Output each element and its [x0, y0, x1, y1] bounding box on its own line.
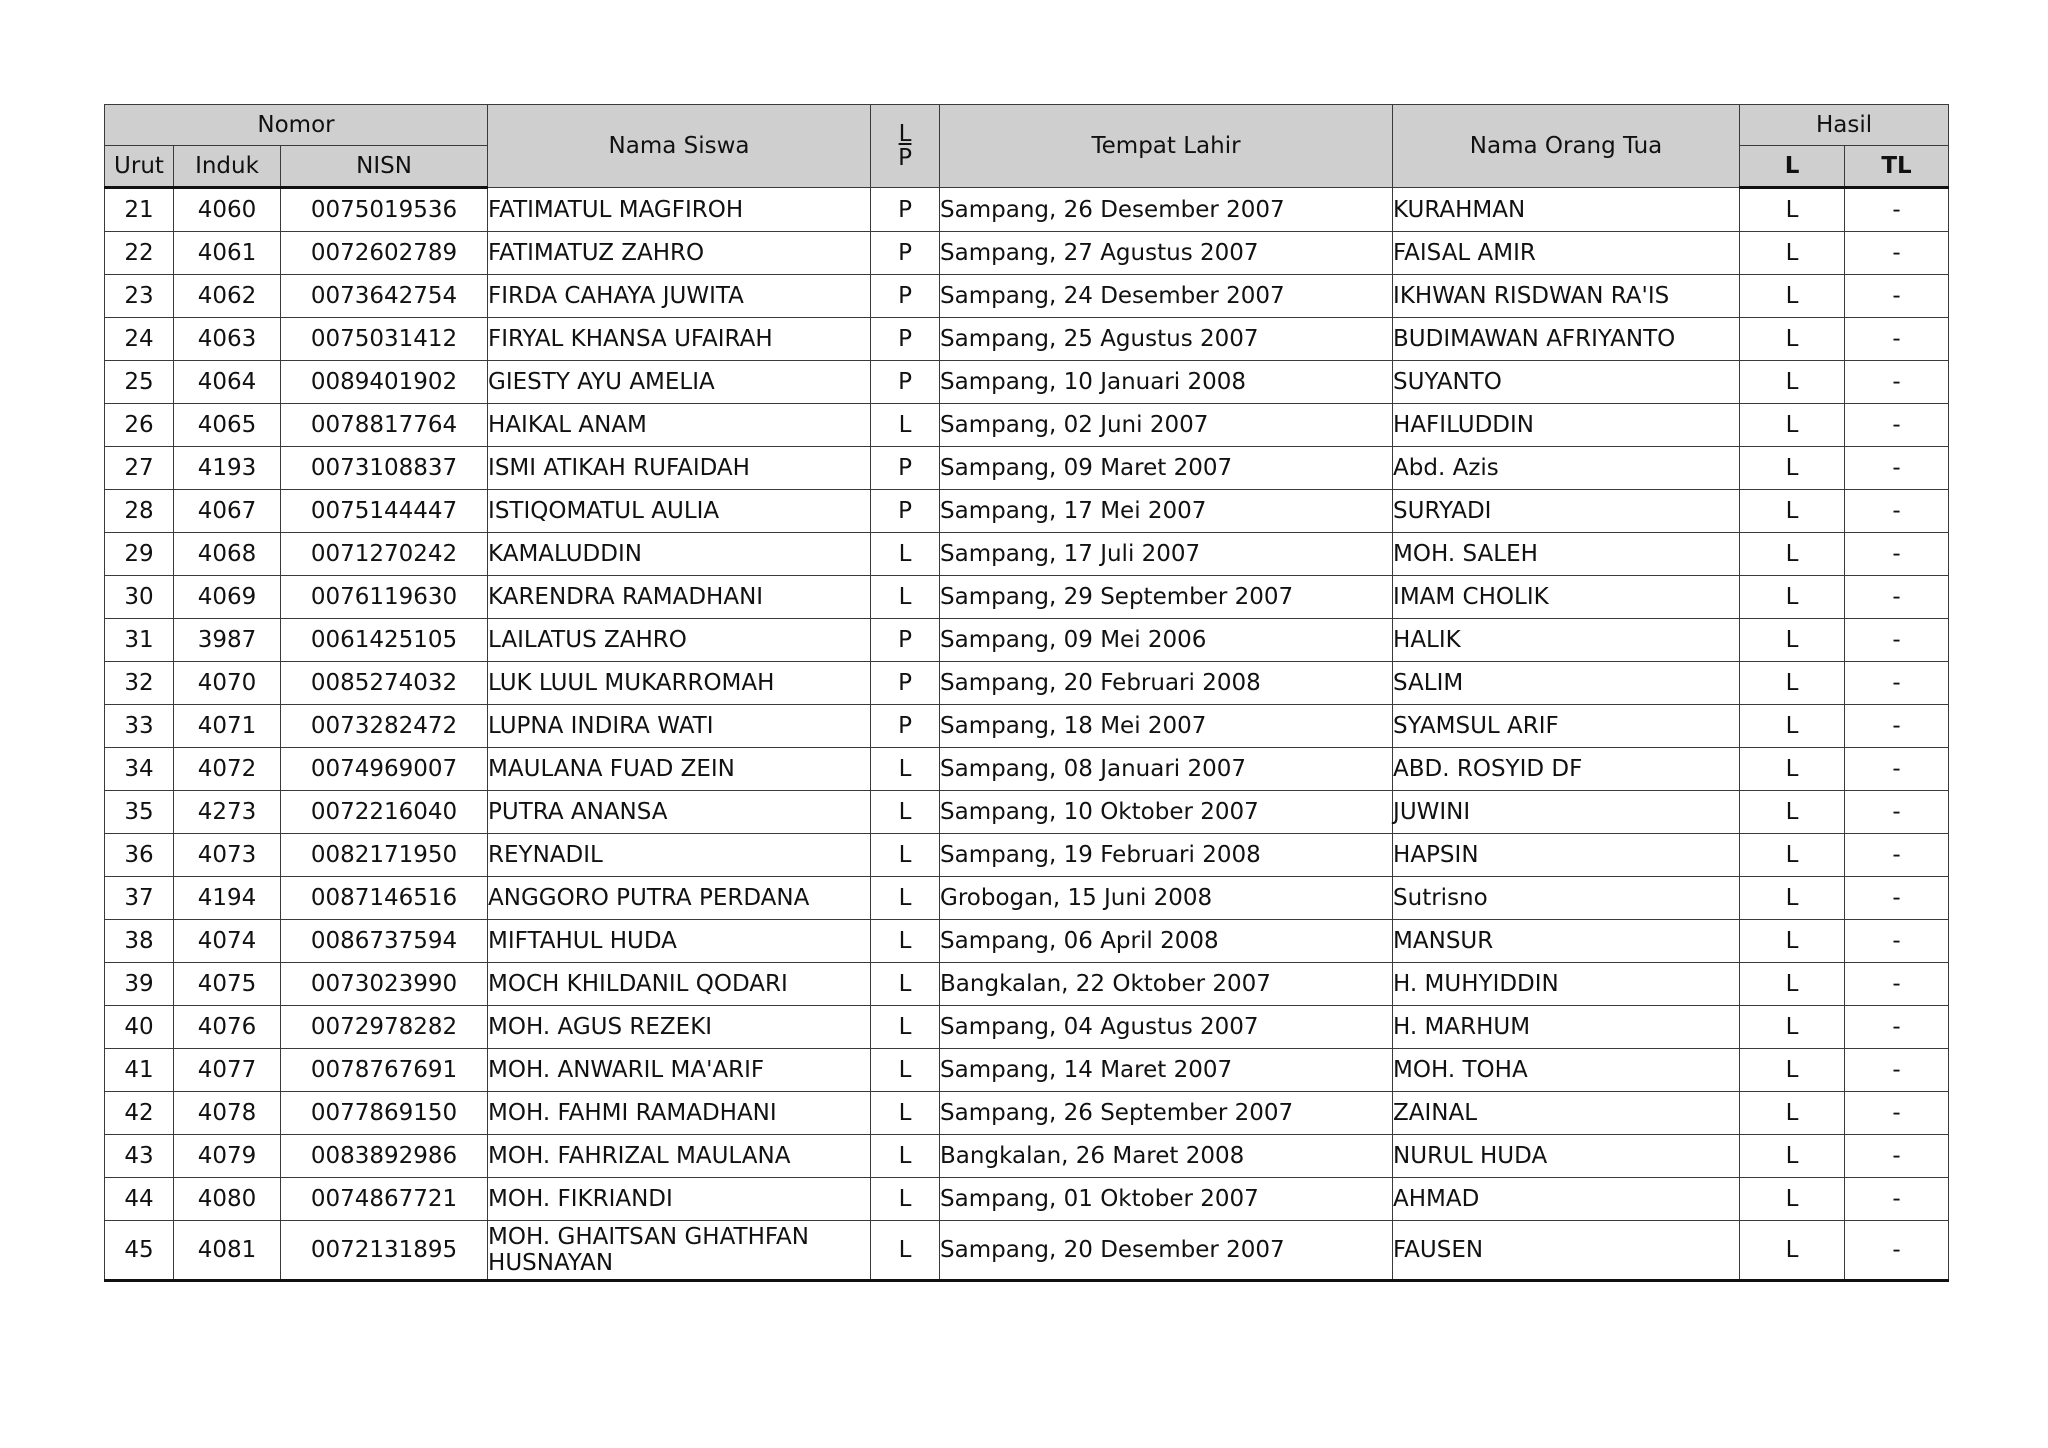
cell-tempat-lahir: Sampang, 24 Desember 2007	[940, 275, 1393, 318]
cell-hasil-l: L	[1740, 447, 1845, 490]
cell-hasil-l: L	[1740, 963, 1845, 1006]
cell-nama-siswa: LAILATUS ZAHRO	[488, 619, 871, 662]
cell-tempat-lahir: Sampang, 10 Januari 2008	[940, 361, 1393, 404]
header-hasil-tl: TL	[1845, 146, 1949, 188]
header-nomor: Nomor	[105, 105, 488, 146]
cell-lp: L	[871, 877, 940, 920]
cell-tempat-lahir: Sampang, 25 Agustus 2007	[940, 318, 1393, 361]
cell-nama-siswa: MOCH KHILDANIL QODARI	[488, 963, 871, 1006]
cell-nama-siswa: GIESTY AYU AMELIA	[488, 361, 871, 404]
cell-nama-orang-tua: FAUSEN	[1393, 1221, 1740, 1281]
table-row	[105, 619, 1949, 662]
cell-urut: 40	[105, 1006, 174, 1049]
cell-nama-siswa: MOH. AGUS REZEKI	[488, 1006, 871, 1049]
cell-nisn: 0072131895	[281, 1221, 488, 1281]
cell-lp: L	[871, 920, 940, 963]
cell-hasil-tl: -	[1845, 404, 1949, 447]
cell-induk: 4063	[174, 318, 281, 361]
header-lp-top: L	[898, 121, 912, 147]
cell-tempat-lahir: Sampang, 20 Februari 2008	[940, 662, 1393, 705]
cell-induk: 4075	[174, 963, 281, 1006]
header-nama-orang-tua: Nama Orang Tua	[1393, 105, 1740, 188]
cell-nisn: 0074969007	[281, 748, 488, 791]
cell-nama-orang-tua: BUDIMAWAN AFRIYANTO	[1393, 318, 1740, 361]
cell-hasil-tl: -	[1845, 1221, 1949, 1281]
cell-urut: 36	[105, 834, 174, 877]
cell-nisn: 0071270242	[281, 533, 488, 576]
cell-nama-orang-tua: SYAMSUL ARIF	[1393, 705, 1740, 748]
cell-hasil-tl: -	[1845, 748, 1949, 791]
cell-tempat-lahir: Bangkalan, 22 Oktober 2007	[940, 963, 1393, 1006]
cell-hasil-l: L	[1740, 1135, 1845, 1178]
cell-induk: 4078	[174, 1092, 281, 1135]
cell-nama-siswa: MOH. GHAITSAN GHATHFAN HUSNAYAN	[488, 1221, 871, 1281]
cell-lp: L	[871, 1006, 940, 1049]
cell-hasil-tl: -	[1845, 619, 1949, 662]
cell-hasil-tl: -	[1845, 361, 1949, 404]
cell-hasil-tl: -	[1845, 705, 1949, 748]
cell-induk: 4080	[174, 1178, 281, 1221]
cell-urut: 25	[105, 361, 174, 404]
cell-nisn: 0076119630	[281, 576, 488, 619]
cell-lp: L	[871, 791, 940, 834]
cell-hasil-tl: -	[1845, 963, 1949, 1006]
cell-nama-orang-tua: AHMAD	[1393, 1178, 1740, 1221]
cell-nama-siswa: PUTRA ANANSA	[488, 791, 871, 834]
table-row	[105, 1178, 1949, 1221]
cell-lp: P	[871, 662, 940, 705]
cell-nisn: 0085274032	[281, 662, 488, 705]
cell-urut: 35	[105, 791, 174, 834]
cell-urut: 22	[105, 232, 174, 275]
cell-tempat-lahir: Sampang, 14 Maret 2007	[940, 1049, 1393, 1092]
cell-tempat-lahir: Sampang, 02 Juni 2007	[940, 404, 1393, 447]
cell-lp: P	[871, 232, 940, 275]
cell-nama-siswa: FATIMATUZ ZAHRO	[488, 232, 871, 275]
cell-lp: L	[871, 576, 940, 619]
cell-lp: P	[871, 619, 940, 662]
table-row	[105, 920, 1949, 963]
cell-nama-orang-tua: MOH. TOHA	[1393, 1049, 1740, 1092]
cell-hasil-l: L	[1740, 275, 1845, 318]
cell-hasil-l: L	[1740, 1221, 1845, 1281]
cell-nama-orang-tua: MOH. SALEH	[1393, 533, 1740, 576]
cell-urut: 30	[105, 576, 174, 619]
cell-lp: L	[871, 1178, 940, 1221]
cell-nama-siswa: MOH. FAHRIZAL MAULANA	[488, 1135, 871, 1178]
cell-nama-siswa: ISMI ATIKAH RUFAIDAH	[488, 447, 871, 490]
cell-urut: 45	[105, 1221, 174, 1281]
cell-hasil-l: L	[1740, 188, 1845, 232]
cell-induk: 4194	[174, 877, 281, 920]
header-lp-bottom: P	[898, 145, 912, 171]
cell-hasil-tl: -	[1845, 791, 1949, 834]
cell-tempat-lahir: Sampang, 17 Mei 2007	[940, 490, 1393, 533]
table-row	[105, 705, 1949, 748]
cell-tempat-lahir: Grobogan, 15 Juni 2008	[940, 877, 1393, 920]
cell-nama-orang-tua: ABD. ROSYID DF	[1393, 748, 1740, 791]
cell-nama-siswa: ANGGORO PUTRA PERDANA	[488, 877, 871, 920]
cell-nisn: 0073282472	[281, 705, 488, 748]
cell-nama-siswa: ISTIQOMATUL AULIA	[488, 490, 871, 533]
table-row	[105, 490, 1949, 533]
cell-nama-siswa: FIRDA CAHAYA JUWITA	[488, 275, 871, 318]
cell-hasil-tl: -	[1845, 318, 1949, 361]
cell-urut: 43	[105, 1135, 174, 1178]
header-induk: Induk	[174, 146, 281, 188]
cell-induk: 3987	[174, 619, 281, 662]
table-row	[105, 791, 1949, 834]
cell-tempat-lahir: Sampang, 19 Februari 2008	[940, 834, 1393, 877]
cell-nama-orang-tua: Abd. Azis	[1393, 447, 1740, 490]
cell-nisn: 0073023990	[281, 963, 488, 1006]
cell-hasil-l: L	[1740, 533, 1845, 576]
cell-urut: 28	[105, 490, 174, 533]
cell-hasil-l: L	[1740, 404, 1845, 447]
cell-hasil-l: L	[1740, 1178, 1845, 1221]
cell-induk: 4060	[174, 188, 281, 232]
header-hasil-l: L	[1740, 146, 1845, 188]
table-row	[105, 748, 1949, 791]
cell-nama-orang-tua: HAFILUDDIN	[1393, 404, 1740, 447]
cell-nisn: 0082171950	[281, 834, 488, 877]
cell-hasil-l: L	[1740, 834, 1845, 877]
cell-hasil-l: L	[1740, 877, 1845, 920]
cell-nisn: 0061425105	[281, 619, 488, 662]
cell-nama-siswa: MOH. FAHMI RAMADHANI	[488, 1092, 871, 1135]
cell-nisn: 0077869150	[281, 1092, 488, 1135]
cell-nama-siswa: FIRYAL KHANSA UFAIRAH	[488, 318, 871, 361]
cell-urut: 37	[105, 877, 174, 920]
header-urut: Urut	[105, 146, 174, 188]
table-row	[105, 447, 1949, 490]
cell-nisn: 0075144447	[281, 490, 488, 533]
cell-tempat-lahir: Sampang, 26 September 2007	[940, 1092, 1393, 1135]
cell-nama-orang-tua: HALIK	[1393, 619, 1740, 662]
cell-urut: 27	[105, 447, 174, 490]
cell-urut: 44	[105, 1178, 174, 1221]
cell-hasil-l: L	[1740, 1092, 1845, 1135]
table-row	[105, 1221, 1949, 1281]
cell-nama-orang-tua: MANSUR	[1393, 920, 1740, 963]
cell-hasil-tl: -	[1845, 1092, 1949, 1135]
table-row	[105, 1135, 1949, 1178]
cell-tempat-lahir: Sampang, 06 April 2008	[940, 920, 1393, 963]
cell-nama-siswa: KARENDRA RAMADHANI	[488, 576, 871, 619]
cell-induk: 4065	[174, 404, 281, 447]
cell-nama-siswa: MIFTAHUL HUDA	[488, 920, 871, 963]
cell-induk: 4074	[174, 920, 281, 963]
header-lp	[871, 105, 940, 188]
cell-hasil-tl: -	[1845, 1049, 1949, 1092]
cell-tempat-lahir: Sampang, 29 September 2007	[940, 576, 1393, 619]
cell-nisn: 0078817764	[281, 404, 488, 447]
cell-urut: 33	[105, 705, 174, 748]
cell-nama-orang-tua: KURAHMAN	[1393, 188, 1740, 232]
cell-urut: 24	[105, 318, 174, 361]
cell-induk: 4061	[174, 232, 281, 275]
cell-nisn: 0075031412	[281, 318, 488, 361]
cell-hasil-tl: -	[1845, 533, 1949, 576]
cell-nama-orang-tua: IMAM CHOLIK	[1393, 576, 1740, 619]
cell-nama-siswa: KAMALUDDIN	[488, 533, 871, 576]
table-row	[105, 1006, 1949, 1049]
cell-urut: 29	[105, 533, 174, 576]
cell-lp: L	[871, 1092, 940, 1135]
cell-lp: P	[871, 318, 940, 361]
cell-nama-siswa: REYNADIL	[488, 834, 871, 877]
cell-lp: P	[871, 275, 940, 318]
cell-nisn: 0086737594	[281, 920, 488, 963]
cell-nisn: 0089401902	[281, 361, 488, 404]
cell-hasil-l: L	[1740, 576, 1845, 619]
cell-nisn: 0087146516	[281, 877, 488, 920]
cell-hasil-tl: -	[1845, 1178, 1949, 1221]
cell-urut: 23	[105, 275, 174, 318]
cell-hasil-l: L	[1740, 1006, 1845, 1049]
cell-lp: L	[871, 533, 940, 576]
cell-tempat-lahir: Bangkalan, 26 Maret 2008	[940, 1135, 1393, 1178]
cell-hasil-l: L	[1740, 662, 1845, 705]
cell-tempat-lahir: Sampang, 27 Agustus 2007	[940, 232, 1393, 275]
cell-hasil-l: L	[1740, 791, 1845, 834]
cell-hasil-tl: -	[1845, 447, 1949, 490]
cell-urut: 38	[105, 920, 174, 963]
cell-lp: P	[871, 490, 940, 533]
cell-nama-orang-tua: H. MARHUM	[1393, 1006, 1740, 1049]
header-nama-siswa: Nama Siswa	[488, 105, 871, 188]
cell-urut: 34	[105, 748, 174, 791]
cell-induk: 4081	[174, 1221, 281, 1281]
cell-tempat-lahir: Sampang, 26 Desember 2007	[940, 188, 1393, 232]
cell-hasil-tl: -	[1845, 188, 1949, 232]
cell-hasil-tl: -	[1845, 877, 1949, 920]
cell-induk: 4067	[174, 490, 281, 533]
cell-nisn: 0083892986	[281, 1135, 488, 1178]
table-body	[105, 188, 1949, 1281]
header-hasil: Hasil	[1740, 105, 1949, 146]
cell-nama-orang-tua: H. MUHYIDDIN	[1393, 963, 1740, 1006]
table-row	[105, 1092, 1949, 1135]
cell-nisn: 0072216040	[281, 791, 488, 834]
cell-induk: 4071	[174, 705, 281, 748]
cell-tempat-lahir: Sampang, 08 Januari 2007	[940, 748, 1393, 791]
cell-lp: L	[871, 834, 940, 877]
cell-nisn: 0075019536	[281, 188, 488, 232]
cell-hasil-tl: -	[1845, 232, 1949, 275]
cell-tempat-lahir: Sampang, 20 Desember 2007	[940, 1221, 1393, 1281]
cell-tempat-lahir: Sampang, 10 Oktober 2007	[940, 791, 1393, 834]
table-row	[105, 361, 1949, 404]
cell-urut: 21	[105, 188, 174, 232]
cell-urut: 31	[105, 619, 174, 662]
cell-tempat-lahir: Sampang, 09 Maret 2007	[940, 447, 1393, 490]
cell-tempat-lahir: Sampang, 04 Agustus 2007	[940, 1006, 1393, 1049]
cell-lp: P	[871, 361, 940, 404]
table-row	[105, 318, 1949, 361]
cell-nama-orang-tua: NURUL HUDA	[1393, 1135, 1740, 1178]
cell-urut: 41	[105, 1049, 174, 1092]
cell-nama-siswa: LUK LUUL MUKARROMAH	[488, 662, 871, 705]
cell-induk: 4070	[174, 662, 281, 705]
cell-induk: 4193	[174, 447, 281, 490]
cell-nama-siswa: HAIKAL ANAM	[488, 404, 871, 447]
table-row	[105, 1049, 1949, 1092]
cell-tempat-lahir: Sampang, 18 Mei 2007	[940, 705, 1393, 748]
cell-nama-siswa: MAULANA FUAD ZEIN	[488, 748, 871, 791]
table-row	[105, 188, 1949, 232]
cell-hasil-l: L	[1740, 232, 1845, 275]
cell-nama-orang-tua: SURYADI	[1393, 490, 1740, 533]
cell-hasil-l: L	[1740, 318, 1845, 361]
cell-hasil-l: L	[1740, 920, 1845, 963]
table-row	[105, 576, 1949, 619]
cell-lp: L	[871, 748, 940, 791]
table-header	[105, 105, 1949, 188]
cell-hasil-l: L	[1740, 361, 1845, 404]
cell-nisn: 0073108837	[281, 447, 488, 490]
header-nisn: NISN	[281, 146, 488, 188]
cell-lp: P	[871, 447, 940, 490]
table-row	[105, 533, 1949, 576]
cell-nama-orang-tua: SALIM	[1393, 662, 1740, 705]
cell-nisn: 0074867721	[281, 1178, 488, 1221]
cell-nama-orang-tua: FAISAL AMIR	[1393, 232, 1740, 275]
cell-induk: 4072	[174, 748, 281, 791]
cell-hasil-l: L	[1740, 490, 1845, 533]
cell-nama-orang-tua: SUYANTO	[1393, 361, 1740, 404]
cell-lp: L	[871, 1221, 940, 1281]
cell-nama-orang-tua: HAPSIN	[1393, 834, 1740, 877]
cell-nama-siswa: LUPNA INDIRA WATI	[488, 705, 871, 748]
cell-lp: P	[871, 188, 940, 232]
cell-hasil-l: L	[1740, 748, 1845, 791]
cell-nama-siswa: FATIMATUL MAGFIROH	[488, 188, 871, 232]
cell-induk: 4073	[174, 834, 281, 877]
table-row	[105, 232, 1949, 275]
cell-urut: 32	[105, 662, 174, 705]
cell-urut: 39	[105, 963, 174, 1006]
cell-hasil-tl: -	[1845, 834, 1949, 877]
cell-induk: 4076	[174, 1006, 281, 1049]
cell-nama-orang-tua: ZAINAL	[1393, 1092, 1740, 1135]
cell-tempat-lahir: Sampang, 09 Mei 2006	[940, 619, 1393, 662]
cell-nama-siswa: MOH. FIKRIANDI	[488, 1178, 871, 1221]
cell-nama-orang-tua: Sutrisno	[1393, 877, 1740, 920]
cell-hasil-tl: -	[1845, 1006, 1949, 1049]
cell-induk: 4062	[174, 275, 281, 318]
cell-lp: L	[871, 404, 940, 447]
table-row	[105, 662, 1949, 705]
cell-nisn: 0072602789	[281, 232, 488, 275]
cell-nama-orang-tua: JUWINI	[1393, 791, 1740, 834]
table-row	[105, 963, 1949, 1006]
cell-lp: L	[871, 1049, 940, 1092]
cell-nama-orang-tua: IKHWAN RISDWAN RA'IS	[1393, 275, 1740, 318]
table-row	[105, 404, 1949, 447]
cell-hasil-tl: -	[1845, 1135, 1949, 1178]
cell-nisn: 0073642754	[281, 275, 488, 318]
cell-lp: P	[871, 705, 940, 748]
cell-hasil-tl: -	[1845, 275, 1949, 318]
cell-urut: 26	[105, 404, 174, 447]
cell-lp: L	[871, 963, 940, 1006]
cell-induk: 4064	[174, 361, 281, 404]
cell-hasil-tl: -	[1845, 490, 1949, 533]
table-row	[105, 877, 1949, 920]
cell-lp: L	[871, 1135, 940, 1178]
cell-hasil-tl: -	[1845, 576, 1949, 619]
table-row	[105, 275, 1949, 318]
cell-nisn: 0078767691	[281, 1049, 488, 1092]
cell-hasil-l: L	[1740, 619, 1845, 662]
cell-tempat-lahir: Sampang, 01 Oktober 2007	[940, 1178, 1393, 1221]
cell-nama-siswa: MOH. ANWARIL MA'ARIF	[488, 1049, 871, 1092]
cell-hasil-l: L	[1740, 705, 1845, 748]
cell-hasil-tl: -	[1845, 920, 1949, 963]
cell-nisn: 0072978282	[281, 1006, 488, 1049]
cell-induk: 4079	[174, 1135, 281, 1178]
cell-tempat-lahir: Sampang, 17 Juli 2007	[940, 533, 1393, 576]
cell-induk: 4068	[174, 533, 281, 576]
cell-urut: 42	[105, 1092, 174, 1135]
cell-hasil-tl: -	[1845, 662, 1949, 705]
header-tempat-lahir: Tempat Lahir	[940, 105, 1393, 188]
student-roster-table	[104, 104, 1949, 1282]
cell-induk: 4273	[174, 791, 281, 834]
cell-hasil-l: L	[1740, 1049, 1845, 1092]
cell-induk: 4077	[174, 1049, 281, 1092]
cell-induk: 4069	[174, 576, 281, 619]
table-row	[105, 834, 1949, 877]
